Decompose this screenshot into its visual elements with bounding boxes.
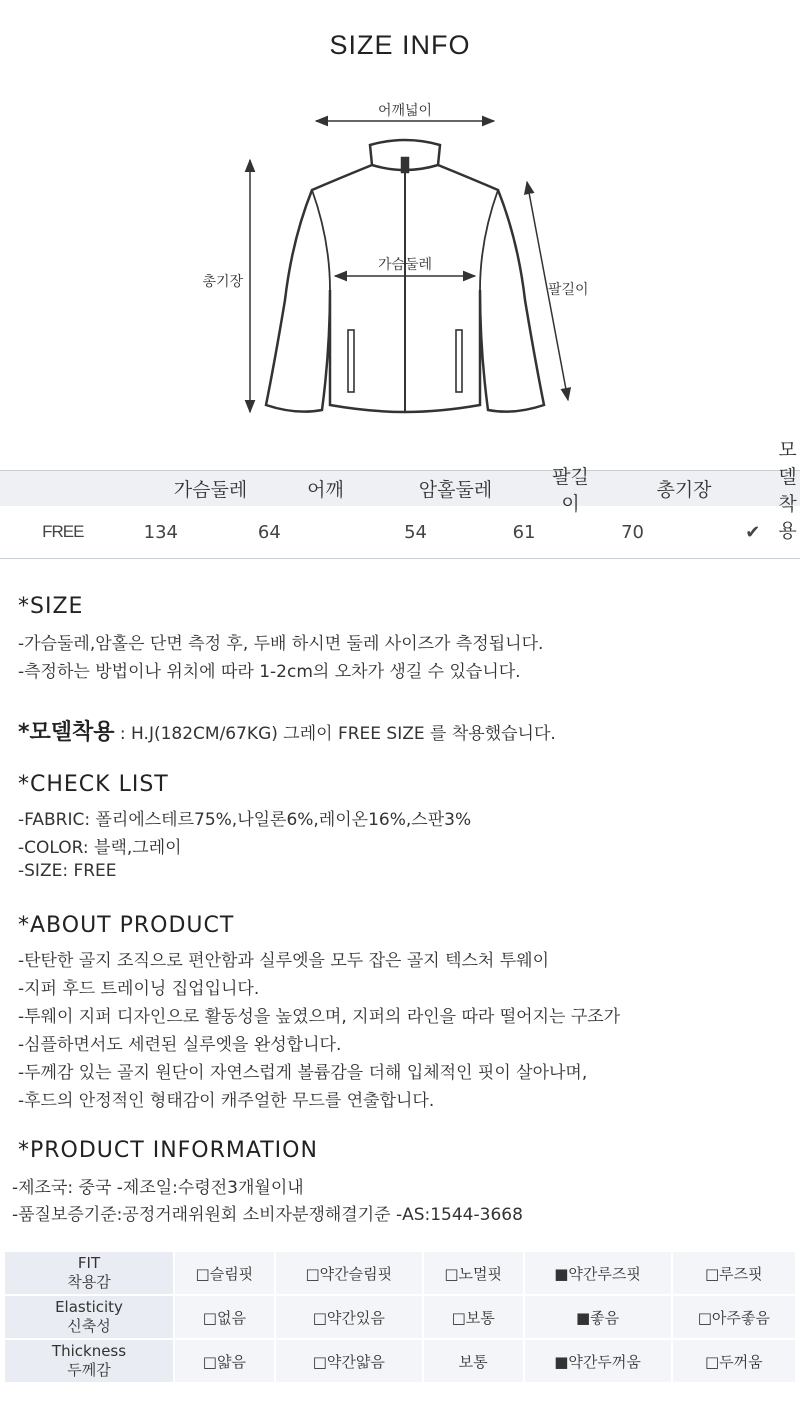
about-line: -후드의 안정적인 형태감이 캐주얼한 무드를 연출합니다. [18,1091,435,1111]
model-heading: *모델착용 [18,720,115,745]
elasticity-option: □약간있음 [275,1295,423,1339]
fit-option: □약간슬림핏 [275,1251,423,1295]
size-cell: FREE [42,522,84,541]
thickness-option: ■약간두꺼움 [524,1339,672,1383]
about-line: -심플하면서도 세련된 실루엣을 완성합니다. [18,1035,342,1055]
chest-label: 가슴둘레 [377,257,433,273]
elasticity-option: □없음 [174,1295,275,1339]
header-cell: 모델착용 [778,438,797,542]
table-row [4,1339,796,1383]
product-info-line: -품질보증기준:공정거래위원회 소비자분쟁해결기준 -AS:1544-3668 [12,1205,523,1225]
model-text: : H.J(182CM/67KG) 그레이 FREE SIZE 를 착용했습니다. [114,724,556,744]
header-cell: 어깨 [307,479,344,501]
fit-table [3,1250,797,1384]
table-row [0,506,800,559]
thickness-option: □얇음 [174,1339,275,1383]
thickness-option: □약간얇음 [275,1339,423,1383]
fit-label [4,1251,174,1295]
thickness-label-ko: 두께감 [67,1361,111,1379]
elasticity-label [4,1295,174,1339]
page-title: SIZE INFO [329,30,471,60]
sleeve-cell: 61 [512,521,536,543]
thickness-label-en: Thickness [51,1342,127,1360]
shoulder-label: 어깨넓이 [377,103,433,119]
fit-option: □노멀핏 [423,1251,524,1295]
size-table [0,438,800,559]
fit-option: □슬림핏 [174,1251,275,1295]
fit-label-en: FIT [77,1254,101,1272]
check-icon: ✔ [745,521,761,543]
jacket-measurement-diagram [0,90,800,430]
checklist-heading: *CHECK LIST [18,772,169,797]
elasticity-label-ko: 신축성 [67,1317,111,1335]
header-cell: 총기장 [656,479,712,501]
about-heading: *ABOUT PRODUCT [18,913,235,938]
size-heading: *SIZE [18,594,84,619]
sleeve-label: 팔길이 [548,282,589,298]
size-line: -가슴둘레,암홀은 단면 측정 후, 두배 하시면 둘레 사이즈가 측정됩니다. [18,634,544,654]
header-cell: 암홀둘레 [418,479,493,501]
checklist-line: -COLOR: 블랙,그레이 [18,838,182,858]
armhole-cell: 54 [404,521,427,543]
thickness-label [4,1339,174,1383]
thickness-option: 보통 [423,1339,524,1383]
chest-cell: 134 [143,521,179,543]
elasticity-label-en: Elasticity [55,1298,123,1316]
table-row [4,1295,796,1339]
model-info [18,715,556,746]
about-line: -두께감 있는 골지 원단이 자연스럽게 볼륨감을 더해 입체적인 핏이 살아나며, [18,1063,588,1083]
checklist-line: -FABRIC: 폴리에스테르75%,나일론6%,레이온16%,스판3% [18,810,472,830]
fit-option: □루즈핏 [672,1251,796,1295]
table-row [4,1251,796,1295]
about-line: -투웨이 지퍼 디자인으로 활동성을 높였으며, 지퍼의 라인을 따라 떨어지는 구조가 [18,1007,621,1027]
length-cell: 70 [621,521,644,543]
elasticity-option: □보통 [423,1295,524,1339]
size-line: -측정하는 방법이나 위치에 따라 1-2cm의 오차가 생길 수 있습니다. [18,662,521,682]
header-cell: 가슴둘레 [173,479,248,501]
fit-option: ■약간루즈핏 [524,1251,672,1295]
fit-label-ko: 착용감 [67,1273,111,1291]
product-info-line: -제조국: 중국 -제조일:수령전3개월이내 [12,1178,304,1198]
about-line: -탄탄한 골지 조직으로 편안함과 실루엣을 모두 잡은 골지 텍스처 투웨이 [18,951,550,971]
about-line: -지퍼 후드 트레이닝 집업입니다. [18,979,260,999]
thickness-option: □두꺼움 [672,1339,796,1383]
elasticity-option: □아주좋음 [672,1295,796,1339]
checklist-line: -SIZE: FREE [18,861,117,881]
header-cell: 팔길이 [552,465,589,515]
elasticity-option: ■좋음 [524,1295,672,1339]
shoulder-cell: 64 [257,521,281,543]
length-label: 총기장 [202,274,243,290]
product-info-heading: *PRODUCT INFORMATION [18,1138,318,1163]
